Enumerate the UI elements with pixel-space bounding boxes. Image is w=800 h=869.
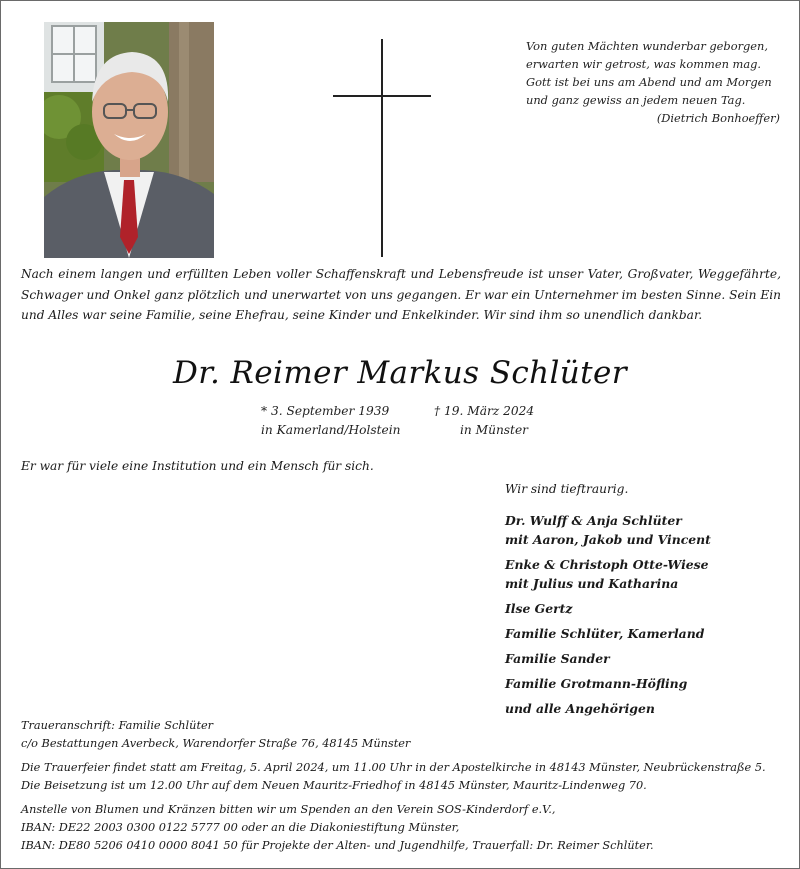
birth-place: in Kamerland/Holstein bbox=[261, 423, 401, 437]
bonhoeffer-poem bbox=[526, 37, 788, 127]
mourner-name: Dr. Wulff & Anja Schlüter bbox=[505, 513, 682, 528]
mourner-entry bbox=[505, 674, 795, 693]
mourner-name: Familie Schlüter, Kamerland bbox=[505, 626, 705, 641]
address-line: Traueranschrift: Familie Schlüter bbox=[21, 719, 214, 732]
ceremony-info bbox=[21, 759, 791, 795]
poem-line: Gott ist bei uns am Abend und am Morgen bbox=[526, 75, 772, 89]
intro-paragraph: Nach einem langen und erfüllten Leben voller Schaffenskraft und Lebensfreude ist unser Vater, Großvater, Weggefährte, Schwager und Onkel ganz plötzlich und unerwartet von uns gegangen. Er war ein Unternehmer im besten Sinne. Sein Ein und Alles war seine Familie, seine Ehefrau, seine Kinder und Enkelkinder. Wir sind ihm so unendlich dankbar. bbox=[21, 267, 781, 322]
mourner-entry bbox=[505, 649, 795, 668]
mourner-name: Familie Grotmann-Höfling bbox=[505, 676, 688, 691]
poem-author: (Dietrich Bonhoeffer) bbox=[656, 111, 780, 125]
mourner-entry bbox=[505, 599, 795, 618]
mourner-name: Enke & Christoph Otte-Wiese bbox=[505, 557, 709, 572]
mourner-entry bbox=[505, 555, 795, 593]
mourner-entry bbox=[505, 511, 795, 549]
mourning-address bbox=[21, 717, 791, 753]
tribute-statement: Er war für viele eine Institution und ein Mensch für sich. bbox=[21, 459, 374, 473]
poem-line: Von guten Mächten wunderbar geborgen, bbox=[526, 39, 769, 53]
donation-info bbox=[21, 801, 791, 855]
mourner-name: Familie Sander bbox=[505, 651, 610, 666]
mourner-name: Ilse Gertz bbox=[505, 601, 573, 616]
footer-info bbox=[21, 717, 791, 861]
ceremony-line: Die Trauerfeier findet statt am Freitag, 5. April 2024, um 11.00 Uhr in der Apostelkirche in 48143 Münster, Neubrückenstraße 5. bbox=[21, 761, 766, 774]
deceased-name: Dr. Reimer Markus Schlüter bbox=[172, 355, 627, 391]
death-date: † 19. März 2024 bbox=[434, 404, 535, 418]
birth-info bbox=[261, 402, 400, 440]
mourner-entry bbox=[505, 624, 795, 643]
ceremony-line: Die Beisetzung ist um 12.00 Uhr auf dem Neuen Mauritz-Friedhof in 48145 Münster, Mauritz-Lindenweg 70. bbox=[21, 779, 647, 792]
mourners-intro: Wir sind tieftraurig. bbox=[505, 482, 629, 496]
mourner-name: und alle Angehörigen bbox=[505, 701, 655, 716]
death-info bbox=[434, 402, 534, 440]
address-line: c/o Bestattungen Averbeck, Warendorfer Straße 76, 48145 Münster bbox=[21, 737, 411, 750]
donation-line: IBAN: DE80 5206 0410 0000 8041 50 für Projekte der Alten- und Jugendhilfe, Trauerfall: Dr. Reimer Schlüter. bbox=[21, 839, 654, 852]
death-place: in Münster bbox=[460, 423, 528, 437]
mourners-list bbox=[505, 481, 795, 724]
donation-line: IBAN: DE22 2003 0300 0122 5777 00 oder an die Diakoniestiftung Münster, bbox=[21, 821, 460, 834]
donation-line: Anstelle von Blumen und Kränzen bitten wir um Spenden an den Verein SOS-Kinderdorf e.V., bbox=[21, 803, 556, 816]
cross-icon bbox=[333, 39, 431, 257]
mourner-children: mit Aaron, Jakob und Vincent bbox=[505, 532, 711, 547]
poem-line: erwarten wir getrost, was kommen mag. bbox=[526, 57, 762, 71]
mourner-entry bbox=[505, 699, 795, 718]
portrait-photo bbox=[44, 22, 214, 258]
mourner-children: mit Julius und Katharina bbox=[505, 576, 679, 591]
poem-line: und ganz gewiss an jedem neuen Tag. bbox=[526, 93, 746, 107]
birth-date: * 3. September 1939 bbox=[261, 404, 390, 418]
